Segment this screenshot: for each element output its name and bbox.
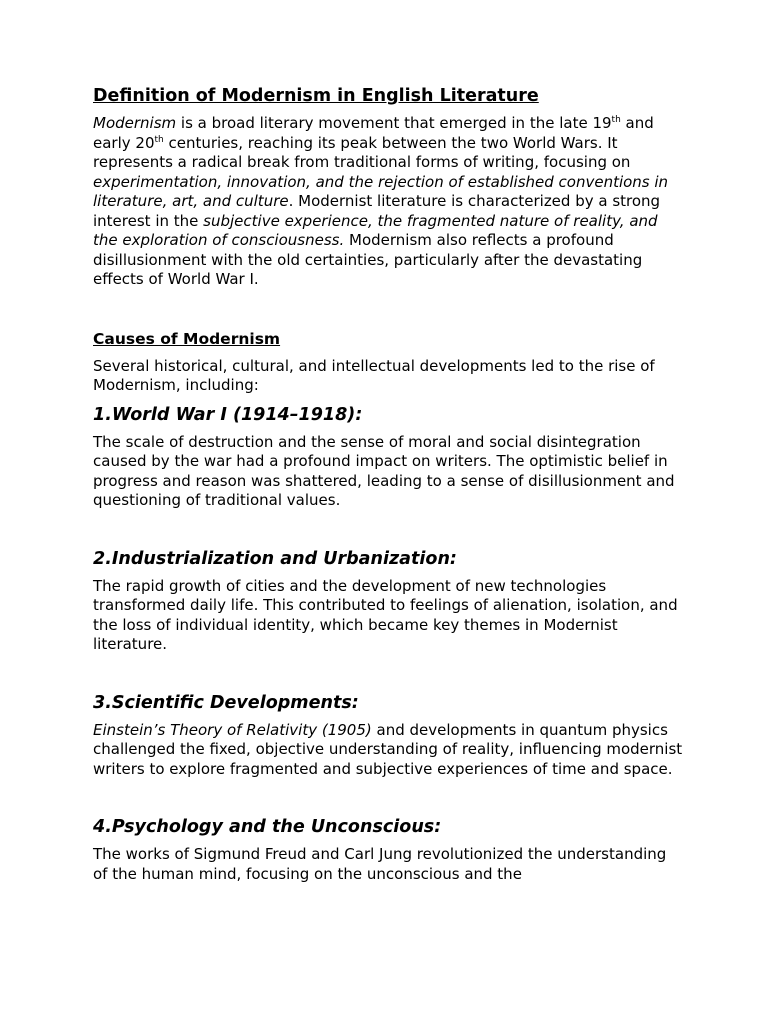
- cause-body-3: [93, 721, 683, 780]
- intro-emphasis-2: subjective experience, the fragmented nature of reality, and the exploration of consciousness.: [93, 211, 658, 249]
- cause-heading-2: 2.Industrialization and Urbanization:: [93, 548, 457, 569]
- superscript-th-2: th: [154, 134, 164, 145]
- document-title: Definition of Modernism in English Literature: [93, 86, 539, 106]
- causes-heading: Causes of Modernism: [93, 329, 281, 348]
- causes-lead: Several historical, cultural, and intellectual developments led to the rise of Modernism, including:: [93, 356, 655, 394]
- intro-emphasis-1: experimentation, innovation, and the rejection of established conventions in literature, art, and culture: [93, 172, 669, 210]
- cause-heading-4: 4.Psychology and the Unconscious:: [93, 817, 442, 837]
- document-page: [93, 84, 683, 884]
- superscript-th-1: th: [611, 115, 621, 125]
- intro-text-3: centuries, reaching its peak between the two World Wars. It represents a radical break from traditional forms of writing, focusing on: [93, 133, 631, 171]
- cause-heading-1: 1.World War I (1914–1918):: [93, 404, 363, 425]
- cause-body-3-text: and developments in quantum physics challenged the fixed, objective understanding of reality, influencing modernist writers to explore fragmented and subjective experiences of time and space.: [93, 720, 683, 778]
- intro-text-1: is a broad literary movement that emerged in the late 19: [176, 114, 612, 132]
- intro-text-2: and early 20: [93, 114, 654, 152]
- cause-body-3-emphasis: Einstein’s Theory of Relativity (1905): [93, 720, 372, 739]
- cause-body-1: The scale of destruction and the sense of moral and social disintegration caused by the war had a profound impact on writers. The optimistic belief in progress and reason was shattered, leading to a sense of disillusionment and questioning of traditional values.: [93, 432, 675, 509]
- cause-heading-3: 3.Scientific Developments:: [93, 692, 359, 713]
- cause-body-2: The rapid growth of cities and the development of new technologies transformed daily life. This contributed to feelings of alienation, isolation, and the loss of individual identity, which became key themes in Modernist literature.: [93, 576, 678, 653]
- intro-text-4: . Modernist literature is characterized by a strong interest in the: [93, 192, 661, 230]
- intro-term: Modernism: [93, 114, 177, 132]
- cause-body-4: The works of Sigmund Freud and Carl Jung revolutionized the understanding of the human mind, focusing on the unconscious and the: [93, 845, 667, 883]
- intro-text-5: Modernism also reflects a profound disillusionment with the old certainties, particularly after the devastating effects of World War I.: [93, 231, 643, 288]
- intro-paragraph: [93, 114, 683, 290]
